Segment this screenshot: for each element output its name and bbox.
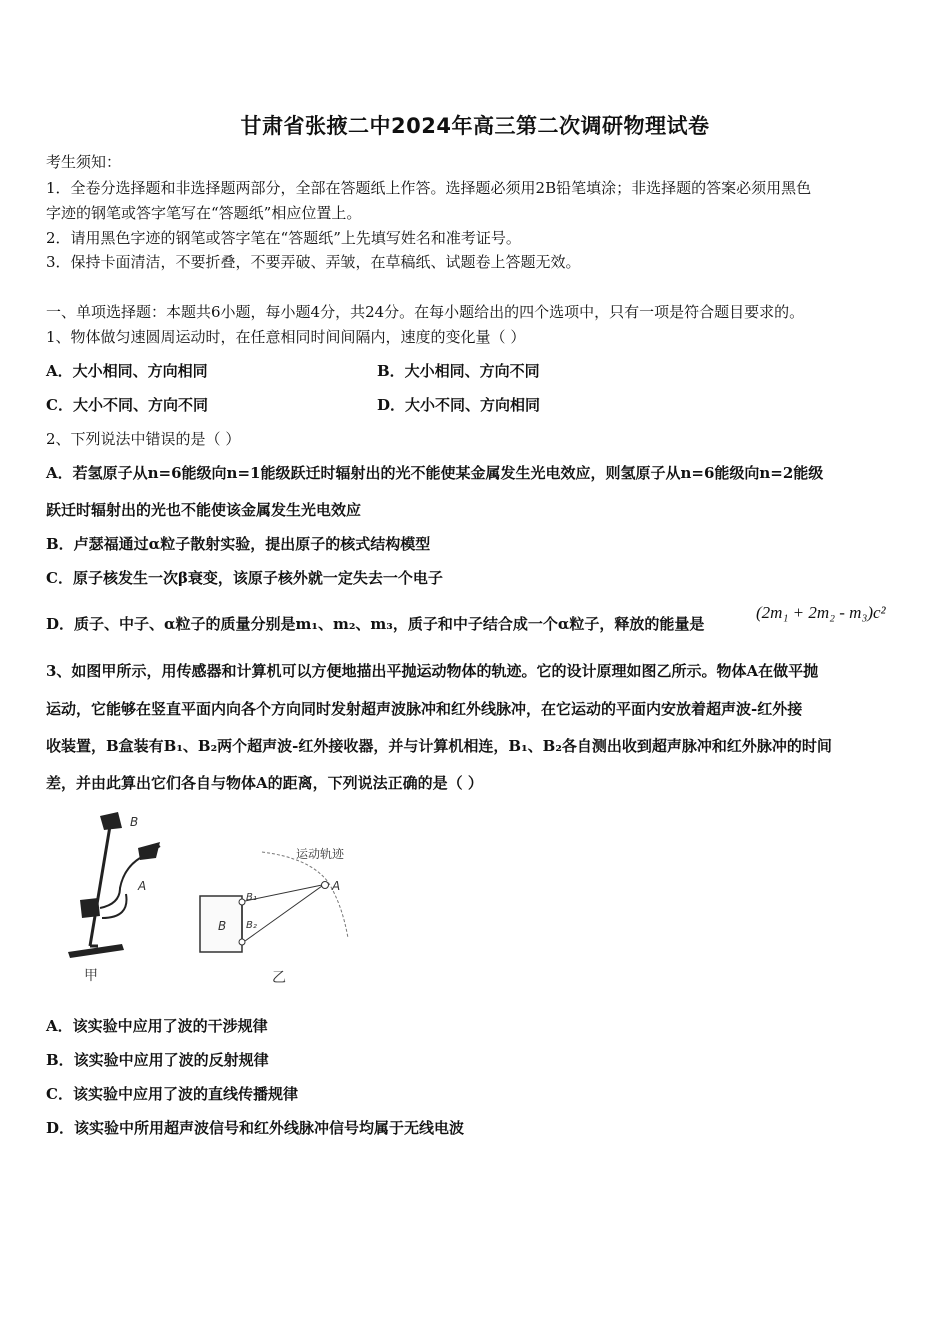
notice-item-3: 3．保持卡面清洁，不要折叠，不要弄破、弄皱，在草稿纸、试题卷上答题无效。 [46, 253, 581, 271]
fig-jia-label-a: A [138, 879, 147, 893]
page-title: 甘肃省张掖二中2024年高三第二次调研物理试卷 [240, 114, 710, 138]
q2-option-a: A．若氢原子从n=6能级向n=1能级跃迁时辐射出的光不能使某金属发生光电效应，则氢原子从n=6能级向n=2能级 [46, 464, 824, 482]
notice-item-1: 1．全卷分选择题和非选择题两部分，全部在答题纸上作答。选择题必须用2B铅笔填涂；非选择题的答案必须用黑色 [46, 179, 812, 197]
fig-yi-label-b2: B₂ [246, 920, 257, 931]
q2-option-d: D．质子、中子、α粒子的质量分别是m₁、m₂、m₃，质子和中子结合成一个α粒子，释放的能量是 [46, 615, 705, 633]
launch-track [100, 858, 140, 908]
receiver-b1 [239, 899, 245, 905]
q1-option-b: B．大小相同、方向不同 [377, 362, 540, 380]
fig-yi-label-b1: B₁ [246, 892, 257, 903]
fig-yi-label-a: A [332, 879, 341, 893]
q2-option-c: C．原子核发生一次β衰变，该原子核外就一定失去一个电子 [46, 569, 443, 587]
q3-line-3: 收装置，B盒装有B₁、B₂两个超声波-红外接收器，并与计算机相连，B₁、B₂各自测出收到超声脉冲和红外脉冲的时间 [46, 737, 832, 755]
q2-stem: 2、下列说法中错误的是（ ） [46, 430, 241, 448]
notice-heading: 考生须知： [46, 153, 122, 171]
q3-line-1: 3、如图甲所示，用传感器和计算机可以方便地描出平抛运动物体的轨迹。它的设计原理如图乙所示。物体A在做平抛 [46, 662, 819, 680]
stand-rod [90, 826, 110, 946]
q2-option-b: B．卢瑟福通过α粒子散射实验，提出原子的核式结构模型 [46, 535, 431, 553]
q3-option-d: D．该实验中所用超声波信号和红外线脉冲信号均属于无线电波 [46, 1119, 465, 1137]
q3-option-b: B．该实验中应用了波的反射规律 [46, 1051, 269, 1069]
fig-jia-label-b: B [130, 815, 139, 829]
q3-option-c: C．该实验中应用了波的直线传播规律 [46, 1085, 298, 1103]
fig-yi-caption: 乙 [272, 970, 286, 986]
notice-item-1-cont: 字迹的钢笔或答字笔写在“答题纸”相应位置上。 [46, 204, 362, 222]
trajectory-label: 运动轨迹 [296, 847, 345, 861]
q2-energy-formula: (2m₁ + 2m₂ - m₃)c² [756, 603, 886, 622]
figure-jia-apparatus [60, 808, 190, 988]
q2-option-a-cont: 跃迁时辐射出的光也不能使该金属发生光电效应 [46, 501, 362, 519]
q1-option-c: C．大小不同、方向不同 [46, 396, 208, 414]
receiver-b2 [239, 939, 245, 945]
fig-jia-caption: 甲 [84, 968, 98, 984]
q1-stem: 1、物体做匀速圆周运动时，在任意相同时间间隔内，速度的变化量（ ） [46, 328, 526, 346]
emitter-a-shape [138, 842, 160, 860]
notice-item-2: 2．请用黑色字迹的钢笔或答字笔在“答题纸”上先填写姓名和准考证号。 [46, 229, 521, 247]
section-heading: 一、单项选择题：本题共6小题，每小题4分，共24分。在每小题给出的四个选项中，只有一项是符合题目要求的。 [46, 303, 805, 321]
fig-yi-label-b: B [218, 919, 227, 933]
object-a [322, 882, 329, 889]
q1-option-a: A．大小相同、方向相同 [46, 362, 208, 380]
q3-line-2: 运动，它能够在竖直平面内向各个方向同时发射超声波脉冲和红外线脉冲，在它运动的平面内安放着超声波-红外接 [46, 700, 803, 718]
q3-line-4: 差，并由此算出它们各自与物体A的距离，下列说法正确的是（ ） [46, 774, 483, 792]
figure-yi-schematic [190, 838, 370, 988]
q3-option-a: A．该实验中应用了波的干涉规律 [46, 1017, 268, 1035]
receiver-b-shape [100, 812, 122, 830]
q1-option-d: D．大小不同、方向相同 [377, 396, 541, 414]
